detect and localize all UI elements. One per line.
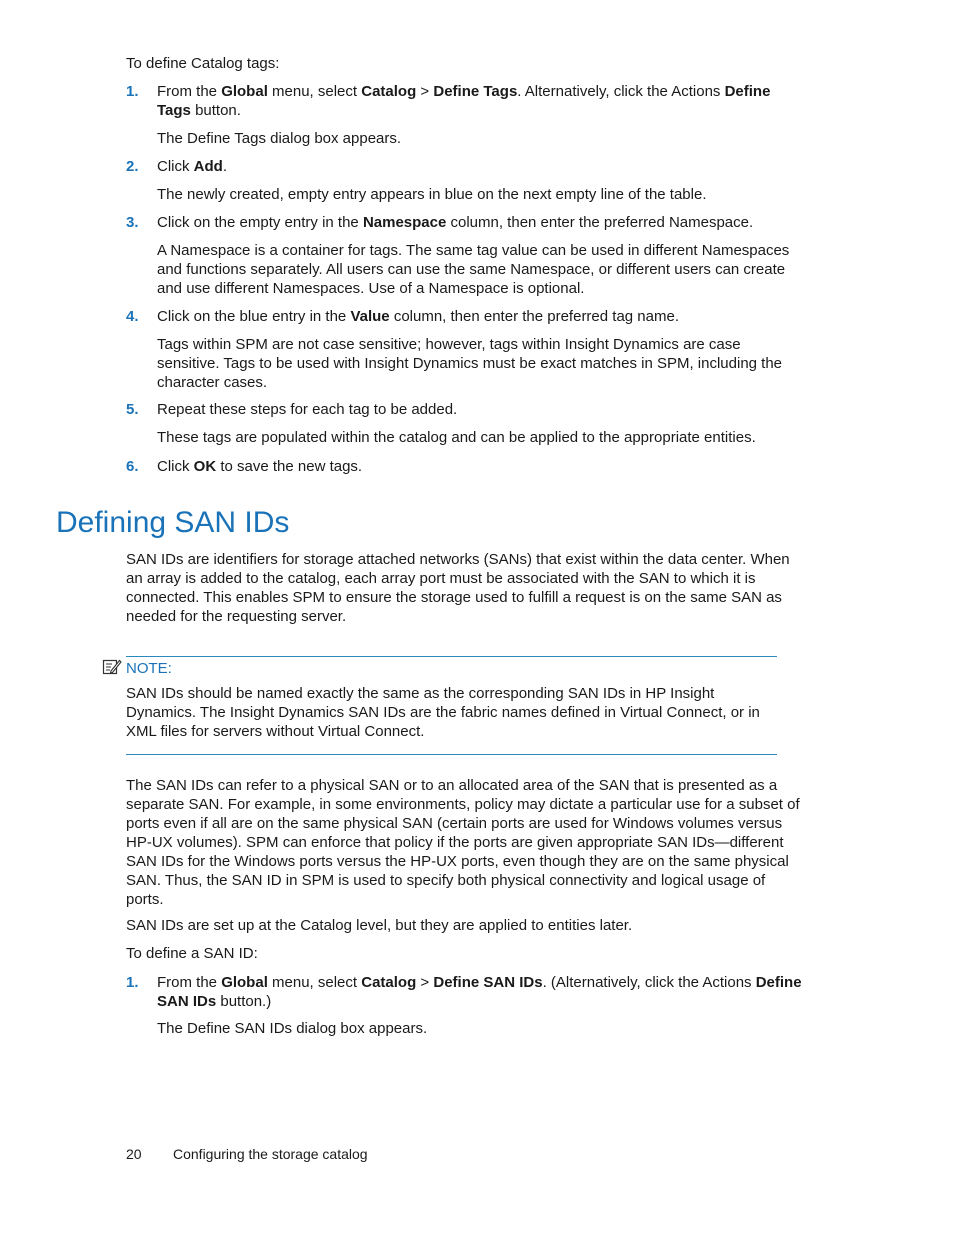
step-text <box>157 400 807 419</box>
step-number: 3. <box>126 214 139 231</box>
catalog-step-5-detail: These tags are populated within the catalog and can be applied to the appropriate entities. <box>157 429 756 446</box>
step-number: 6. <box>126 458 139 475</box>
catalog-step-3-detail: A Namespace is a container for tags. The same tag value can be used in different Namespaces and functions separately. All users can use the same Namespace, or different users can create and use different Namespaces. Use of a Namespace is optional. <box>157 242 790 297</box>
step-text <box>157 307 807 326</box>
ui-term: Catalog <box>361 83 417 100</box>
ui-term: Define SAN IDs <box>433 974 543 991</box>
ui-term: Value <box>350 308 390 325</box>
text-run: button. <box>190 102 241 119</box>
text-run: Click on the empty entry in the <box>157 214 363 231</box>
text-run: > <box>416 83 434 100</box>
note-top-rule <box>126 656 777 657</box>
step-number: 1. <box>126 83 139 100</box>
catalog-step-2-result: The newly created, empty entry appears in blue on the next empty line of the table. <box>157 186 707 203</box>
san-intro-paragraph: SAN IDs are identifiers for storage attached networks (SANs) that exist within the data center. When an array is added to the catalog, each array port must be associated with the SAN to which it is connected. This enables SPM to ensure the storage used to fulfill a request is on the same SAN as needed for the requesting server. <box>126 551 790 625</box>
footer-section-title: Configuring the storage catalog <box>173 1146 368 1162</box>
note-bottom-rule <box>126 754 777 755</box>
ui-term: Catalog <box>361 974 417 991</box>
text-run: menu, select <box>267 83 362 100</box>
ui-term: Namespace <box>362 214 447 231</box>
step-text <box>157 82 807 120</box>
ui-term: Define Tags <box>157 83 771 119</box>
catalog-tags-intro: To define Catalog tags: <box>126 55 280 72</box>
text-run: button.) <box>216 993 272 1010</box>
text-run: Repeat these steps for each tag to be added. <box>157 401 458 418</box>
text-run: . Alternatively, click the Actions <box>517 83 725 100</box>
note-label: NOTE: <box>126 660 172 677</box>
catalog-step-1-result: The Define Tags dialog box appears. <box>157 130 402 147</box>
text-run: From the <box>157 974 222 991</box>
san-step-1-result: The Define SAN IDs dialog box appears. <box>157 1020 428 1037</box>
step-text <box>157 157 807 176</box>
step-text <box>157 457 807 476</box>
step-number: 1. <box>126 974 139 991</box>
ui-term: Define SAN IDs <box>157 974 802 1010</box>
san-id-intro: To define a SAN ID: <box>126 945 258 962</box>
ui-term: Define Tags <box>433 83 518 100</box>
note-text: SAN IDs should be named exactly the same as the corresponding SAN IDs in HP Insight Dynamics. The Insight Dynamics SAN IDs are the fabric names defined in Virtual Connect, or in XML files for servers without Virtual Connect. <box>126 685 760 740</box>
text-run: From the <box>157 83 222 100</box>
san-paragraph-2: The SAN IDs can refer to a physical SAN or to an allocated area of the SAN that is presented as a separate SAN. For example, in some environments, policy may dictate a particular use for a subset of ports even if all are on the same physical SAN (certain ports are used for Windows volumes versus HP-UX volumes). SPM can enforce that policy if the ports are given appropriate SAN IDs—different SAN IDs for the Windows ports versus the HP-UX ports, even though they are on the same physical SAN. Thus, the SAN ID in SPM is used to specify both physical connectivity and logical usage of ports. <box>126 777 800 908</box>
text-run: Click <box>157 458 194 475</box>
step-number: 4. <box>126 308 139 325</box>
text-run: > <box>416 974 434 991</box>
section-heading: Defining SAN IDs <box>56 506 290 539</box>
step-number: 5. <box>126 401 139 418</box>
step-text <box>157 213 807 232</box>
text-run: column, then enter the preferred tag name. <box>389 308 679 325</box>
text-run: to save the new tags. <box>216 458 363 475</box>
page-number: 20 <box>126 1146 142 1162</box>
ui-term: OK <box>193 458 217 475</box>
text-run: menu, select <box>267 974 362 991</box>
catalog-step-4-detail: Tags within SPM are not case sensitive; however, tags within Insight Dynamics are case sensitive. Tags to be used with Insight Dynamics must be exact matches in SPM, including the character cases. <box>157 336 783 391</box>
note-pencil-icon <box>102 658 122 676</box>
ui-term: Global <box>221 974 268 991</box>
step-text <box>157 973 807 1011</box>
text-run: Click <box>157 158 194 175</box>
text-run: Click on the blue entry in the <box>157 308 351 325</box>
step-number: 2. <box>126 158 139 175</box>
ui-term: Add <box>193 158 223 175</box>
text-run: column, then enter the preferred Namespace. <box>446 214 754 231</box>
san-paragraph-3: SAN IDs are set up at the Catalog level, but they are applied to entities later. <box>126 917 633 934</box>
text-run: . <box>222 158 228 175</box>
text-run: . (Alternatively, click the Actions <box>542 974 756 991</box>
ui-term: Global <box>221 83 268 100</box>
